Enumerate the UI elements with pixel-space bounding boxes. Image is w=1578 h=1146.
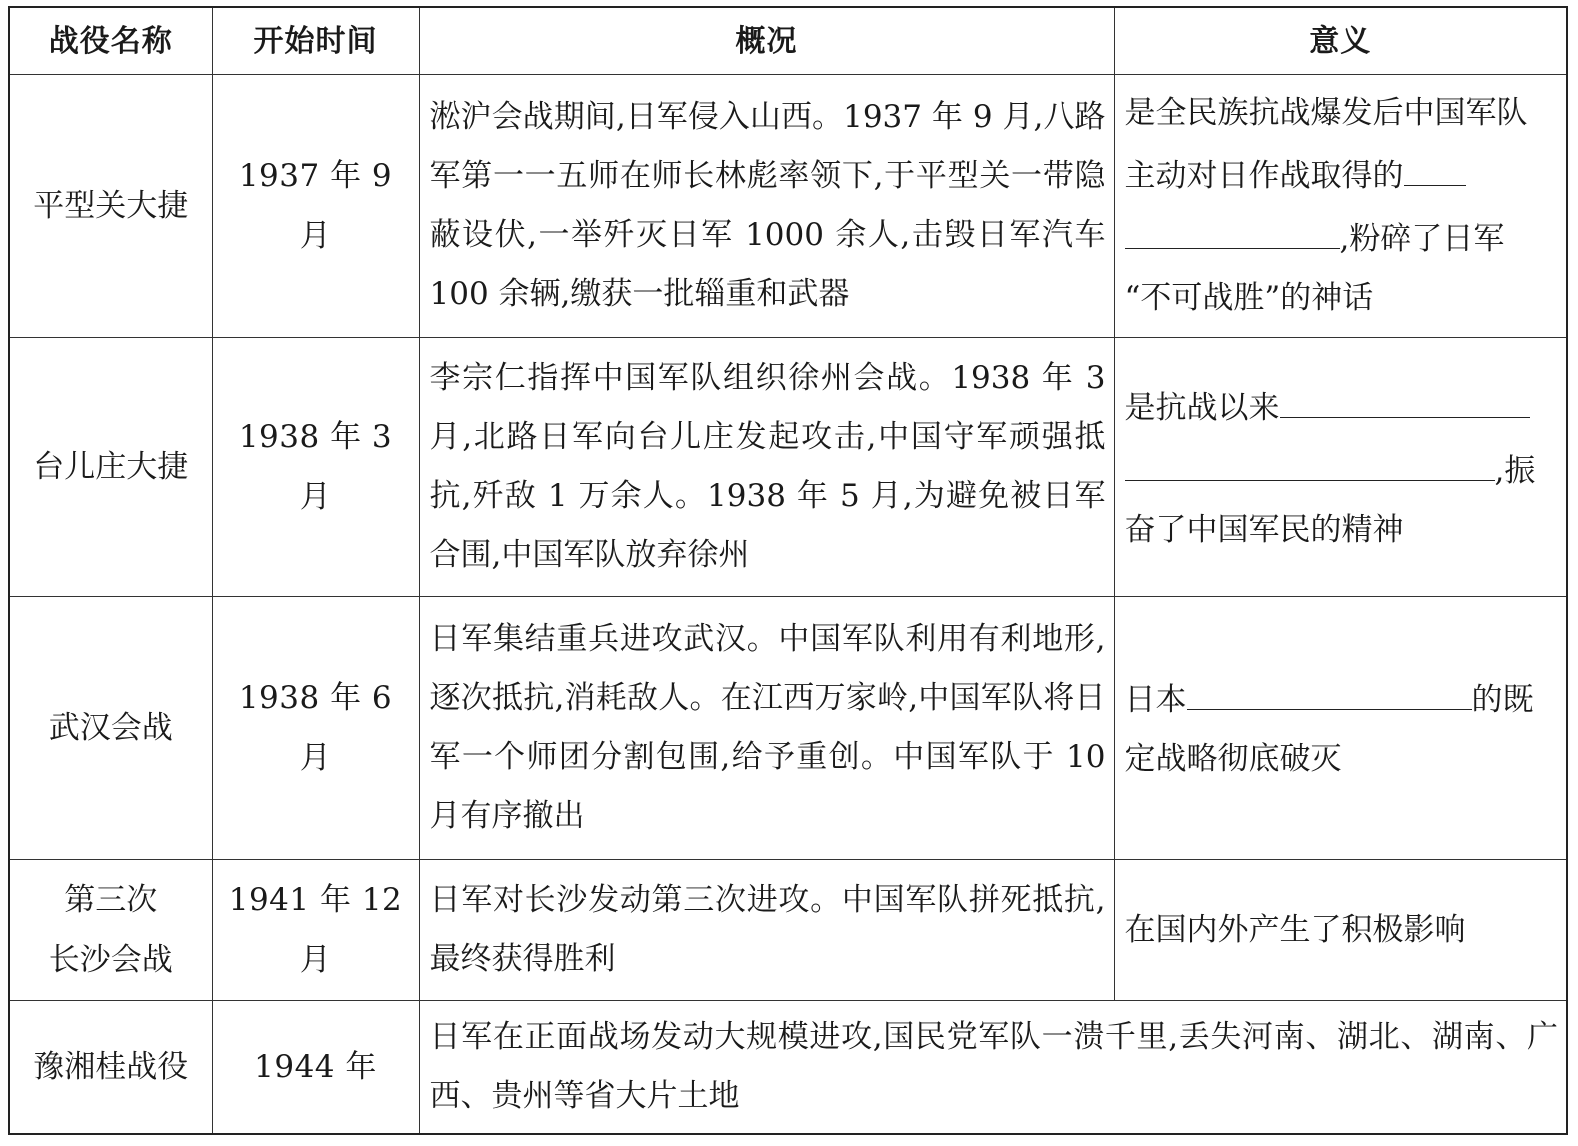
table-row [9,338,1567,597]
significance-cell [1114,597,1567,860]
header-significance: 意义 [1114,7,1567,75]
overview-text: 李宗仁指挥中国军队组织徐州会战。1938 年 3 月,北路日军向台儿庄发起攻击,中国守军顽强抵抗,歼敌 1 万余人。1938 年 5 月,为避免被日军合围,中国军队放弃徐州 [419,338,1114,597]
start-time: 1938 年 3 月 [212,338,419,597]
fill-blank[interactable] [1125,206,1340,249]
significance-cell [1114,75,1567,338]
significance-text: 的既 [1471,682,1534,718]
significance-text: ,粉碎了日军 [1339,221,1505,257]
battle-name: 台儿庄大捷 [9,338,212,597]
header-row [9,7,1567,75]
battle-name: 豫湘桂战役 [9,1001,212,1135]
start-time: 1938 年 6 月 [212,597,419,860]
table-row [9,860,1567,1001]
start-time: 1944 年 [212,1001,419,1135]
start-time: 1937 年 9 月 [212,75,419,338]
battle-table [8,6,1568,1135]
significance-text: 是全民族抗战爆发后中国军队主动对日作战取得的 [1124,95,1528,194]
fill-blank[interactable] [1125,438,1495,481]
header-battle-name: 战役名称 [9,7,212,75]
significance-text: 定战略彻底破灭 [1124,741,1342,777]
significance-text: 日本 [1124,682,1187,718]
table-row [9,75,1567,338]
header-start-time: 开始时间 [212,7,419,75]
table-row [9,1001,1567,1135]
significance-text: 奋了中国军民的精神 [1124,511,1404,548]
overview-text: 淞沪会战期间,日军侵入山西。1937 年 9 月,八路军第一一五师在师长林彪率领下,于平型关一带隐蔽设伏,一举歼灭日军 1000 余人,击毁日军汽车 100 余辆,缴获一批辎重和武器 [419,75,1114,338]
significance-text: 在国内外产生了积极影响 [1114,860,1567,1001]
fill-blank[interactable] [1280,375,1530,418]
battle-name [9,860,212,1001]
significance-text: 是抗战以来 [1124,389,1280,426]
start-time: 1941 年 12 月 [212,860,419,1001]
significance-text: “不可战胜”的神话 [1124,280,1374,316]
battle-name: 平型关大捷 [9,75,212,338]
battle-name-line: 长沙会战 [48,942,173,978]
fill-blank[interactable] [1404,143,1466,186]
table-row [9,597,1567,860]
header-overview: 概况 [419,7,1114,75]
significance-cell [1114,338,1567,597]
overview-text: 日军对长沙发动第三次进攻。中国军队拼死抵抗,最终获得胜利 [419,860,1114,1001]
battle-name: 武汉会战 [9,597,212,860]
overview-text: 日军集结重兵进攻武汉。中国军队利用有利地形,逐次抵抗,消耗敌人。在江西万家岭,中国军队将日军一个师团分割包围,给予重创。中国军队于 10 月有序撤出 [419,597,1114,860]
overview-text: 日军在正面战场发动大规模进攻,国民党军队一溃千里,丢失河南、湖北、湖南、广西、贵州等省大片土地 [419,1001,1567,1135]
battle-name-line: 第三次 [64,882,158,918]
fill-blank[interactable] [1187,667,1472,710]
significance-text: ,振 [1494,452,1536,489]
